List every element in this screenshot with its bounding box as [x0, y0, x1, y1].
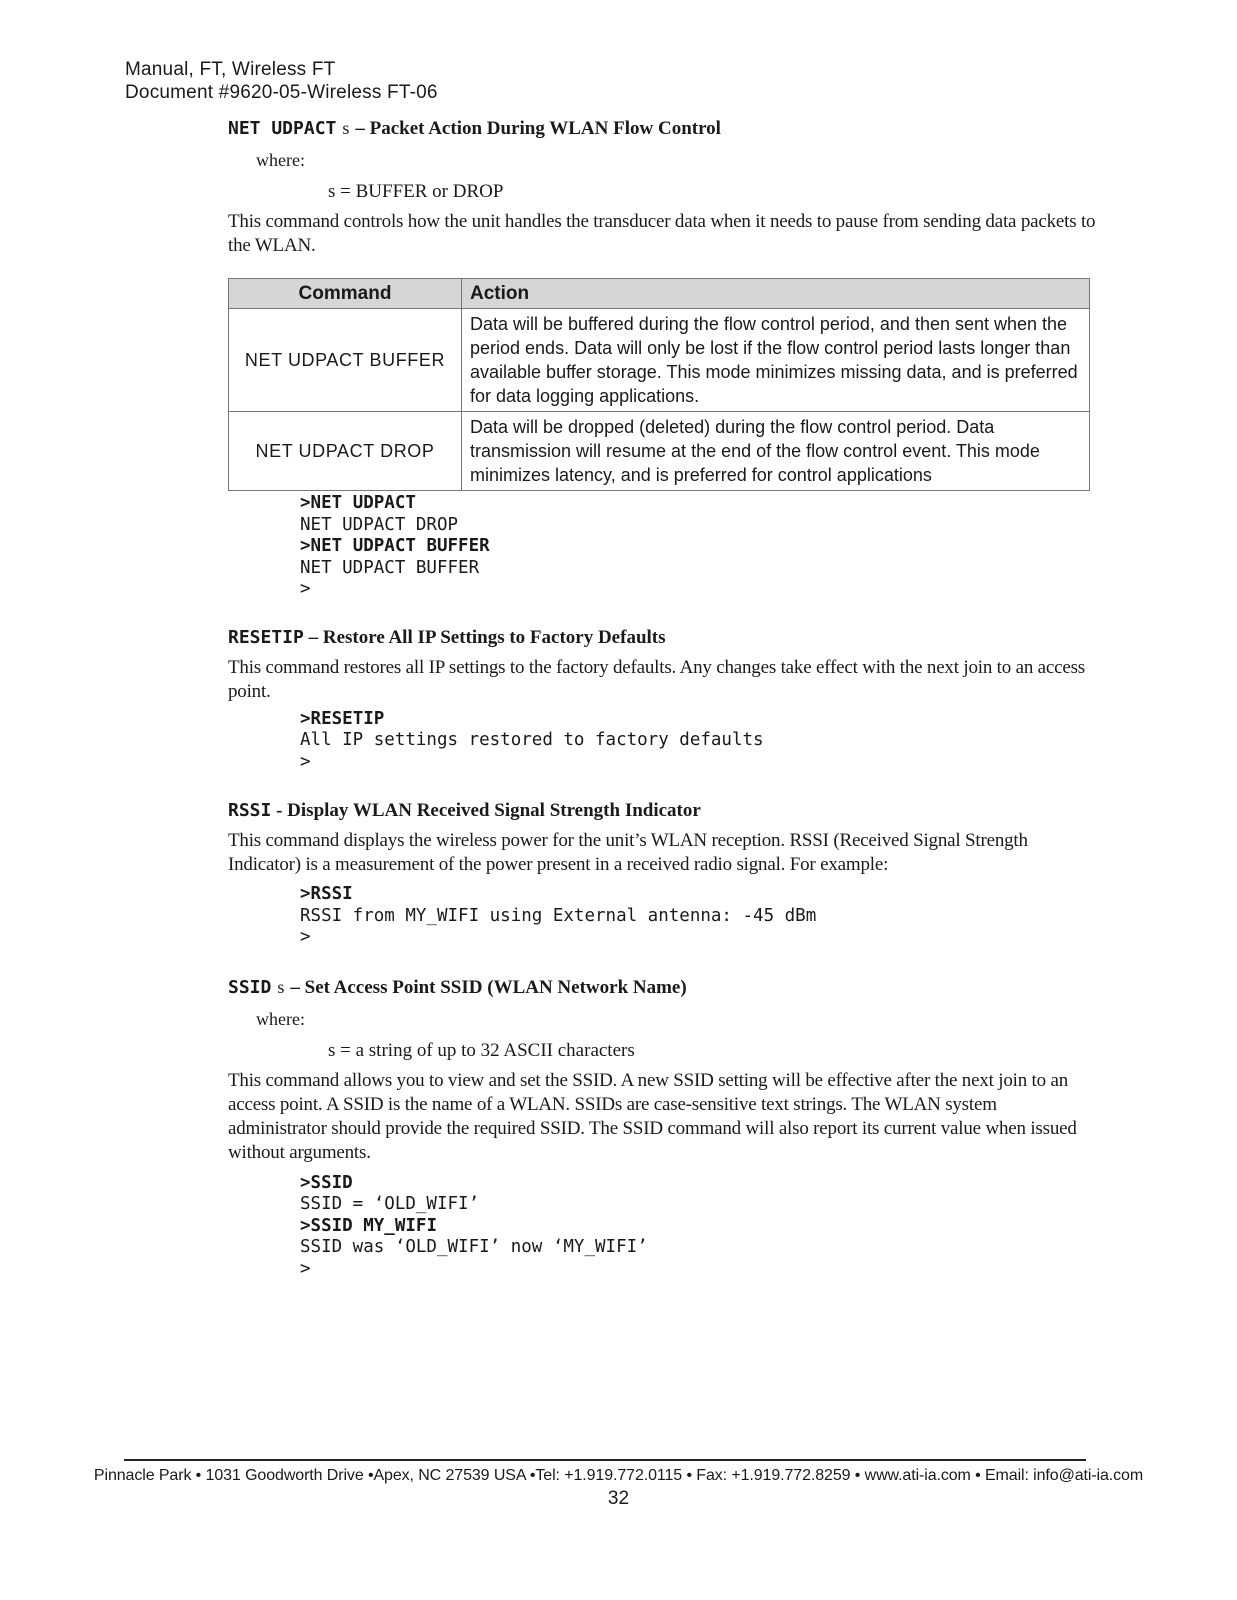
- table-row: [229, 309, 1090, 412]
- param-definition: s = BUFFER or DROP: [328, 181, 504, 202]
- code-command: RESETIP: [310, 708, 385, 729]
- section-description: This command allows you to view and set the SSID. A new SSID setting will be effective after the next join to an access point. A SSID is the name of a WLAN. SSIDs are case-sensitive text strings. The WLAN system administrator should provide the required SSID. The SSID command will also report its current value when issued without arguments.: [228, 1069, 1077, 1163]
- code-command: RSSI: [310, 884, 353, 904]
- footer-address: Pinnacle Park • 1031 Goodworth Drive •Apex, NC 27539 USA •Tel: +1.919.772.0115 • Fax: +1.919.772.8259 • www.ati-ia.com • Email: info@ati-ia.com: [93, 1467, 1144, 1484]
- code-line: [300, 730, 1100, 752]
- command-name: RESETIP: [228, 626, 304, 648]
- code-line: [300, 906, 1100, 928]
- code-line: [300, 1194, 1100, 1216]
- code-output: All IP settings restored to factory defaults: [300, 730, 764, 750]
- page-content: [228, 116, 1100, 1280]
- code-line: [300, 927, 1100, 949]
- where-label: where:: [256, 1008, 305, 1029]
- command-title: - Display WLAN Received Signal Strength Indicator: [276, 800, 701, 821]
- command-name: SSID: [228, 976, 272, 998]
- table-row: [229, 412, 1090, 491]
- code-command: NET UDPACT BUFFER: [310, 536, 490, 556]
- code-line: [300, 493, 1100, 515]
- command-param: s: [342, 118, 350, 138]
- page-number: 32: [607, 1488, 630, 1509]
- section-heading: [228, 975, 1100, 1000]
- code-prompt: >: [300, 884, 311, 904]
- param-definition: s = a string of up to 32 ASCII characters: [328, 1039, 635, 1061]
- code-line: [300, 1216, 1100, 1238]
- code-command: SSID: [310, 1172, 353, 1193]
- command-cell: NET UDPACT BUFFER: [229, 309, 462, 412]
- code-prompt: >: [300, 927, 311, 947]
- section-description: This command displays the wireless power for the unit’s WLAN reception. RSSI (Received Signal Strength Indicator) is a measurement of the power present in a received radio signal. For example:: [228, 830, 1028, 875]
- document-number: Document #9620-05-Wireless FT-06: [125, 82, 438, 103]
- column-header-command: Command: [229, 279, 462, 309]
- code-line: [300, 884, 1100, 906]
- code-output: RSSI from MY_WIFI using External antenna: -45 dBm: [300, 905, 817, 926]
- code-output: NET UDPACT DROP: [300, 514, 459, 535]
- code-line: [300, 709, 1100, 731]
- column-header-action: Action: [462, 279, 1090, 309]
- command-name: RSSI: [228, 800, 272, 821]
- action-cell: Data will be buffered during the flow control period, and then sent when the period ends. Data will only be lost if the flow control period lasts longer than available buffer storage. This mode minimizes missing data, and is preferred for data logging applications.: [462, 309, 1090, 412]
- code-output: SSID was ‘OLD_WIFI’ now ‘MY_WIFI’: [300, 1237, 648, 1257]
- code-line: [300, 579, 1100, 601]
- command-title: – Restore All IP Settings to Factory Defaults: [308, 626, 666, 648]
- code-command: SSID MY_WIFI: [310, 1215, 437, 1236]
- command-title: – Packet Action During WLAN Flow Control: [355, 118, 721, 139]
- section-description: This command controls how the unit handles the transducer data when it needs to pause from sending data packets to the WLAN.: [228, 211, 1096, 256]
- code-prompt: >: [300, 579, 311, 599]
- code-prompt: >: [300, 1215, 311, 1236]
- section-rssi: [228, 799, 1100, 949]
- code-prompt: >: [300, 751, 311, 772]
- code-prompt: >: [300, 1258, 311, 1279]
- code-prompt: >: [300, 536, 311, 556]
- code-line: [300, 515, 1100, 537]
- code-example: [300, 493, 1100, 601]
- action-cell: Data will be dropped (deleted) during the flow control period. Data transmission will resume at the end of the flow control event. This mode minimizes latency, and is preferred for control applications: [462, 412, 1090, 491]
- code-output: SSID = ‘OLD_WIFI’: [300, 1194, 480, 1214]
- udpact-table: [228, 278, 1090, 491]
- code-example: [300, 709, 1100, 774]
- code-command: NET UDPACT: [310, 493, 416, 513]
- command-title: – Set Access Point SSID (WLAN Network Name): [290, 976, 687, 998]
- where-label: where:: [256, 150, 305, 170]
- section-resetip: [228, 626, 1100, 774]
- section-net-udpact: [228, 116, 1100, 601]
- code-output: NET UDPACT BUFFER: [300, 557, 480, 578]
- command-param: s: [277, 976, 285, 997]
- code-prompt: >: [300, 493, 311, 513]
- manual-title: Manual, FT, Wireless FT: [125, 59, 336, 80]
- section-ssid: [228, 975, 1100, 1281]
- section-heading: [228, 626, 1100, 650]
- code-line: [300, 1237, 1100, 1259]
- code-example: [300, 884, 1100, 949]
- section-heading: [228, 799, 1100, 823]
- code-line: [300, 558, 1100, 580]
- section-heading: [228, 116, 1100, 141]
- code-prompt: >: [300, 1172, 311, 1193]
- page-header: [125, 58, 438, 104]
- code-line: [300, 1259, 1100, 1281]
- command-name: NET UDPACT: [228, 118, 337, 139]
- code-line: [300, 752, 1100, 774]
- table-header-row: [229, 279, 1090, 309]
- footer-divider: [124, 1459, 1086, 1461]
- section-description: This command restores all IP settings to the factory defaults. Any changes take effect with the next join to an access point.: [228, 656, 1086, 702]
- command-cell: NET UDPACT DROP: [229, 412, 462, 491]
- code-line: [300, 536, 1100, 558]
- code-example: [300, 1173, 1100, 1281]
- code-prompt: >: [300, 708, 311, 729]
- code-line: [300, 1173, 1100, 1195]
